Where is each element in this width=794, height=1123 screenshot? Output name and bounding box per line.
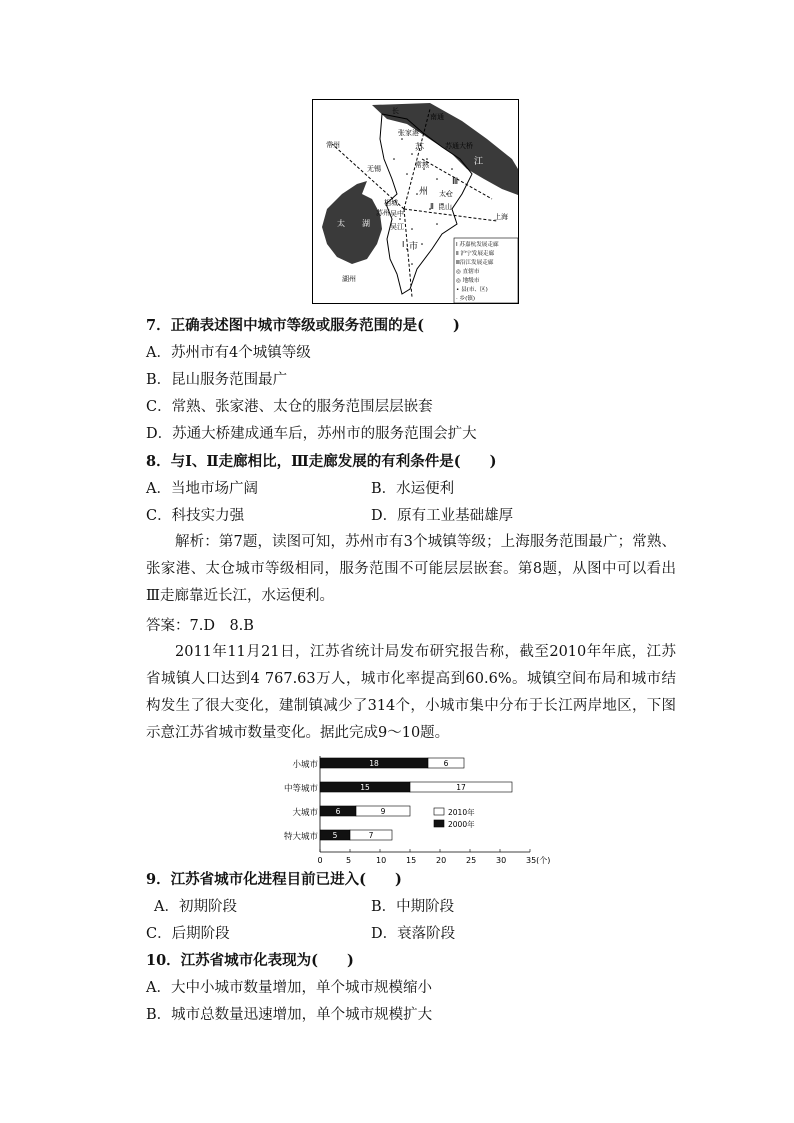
q10-option-b[interactable]: B．城市总数量迅速增加，单个城市规模扩大 <box>146 1007 433 1023</box>
q8-option-a[interactable]: A．当地市场广阔 <box>146 481 258 497</box>
map-label-hu: 湖 <box>362 219 370 228</box>
q8-option-b[interactable]: B．水运便利 <box>371 481 455 497</box>
map-label-taicang: 太仓 <box>439 190 453 198</box>
q7-option-d[interactable]: D．苏通大桥建成通车后，苏州市的服务范围会扩大 <box>146 426 477 442</box>
map-label-roman-2: Ⅱ <box>430 202 434 211</box>
city-count-chart <box>270 752 560 864</box>
map-label-changshu: 常熟 <box>415 161 429 169</box>
map-label-sutong-bridge: 苏通大桥 <box>445 142 473 150</box>
map-label-nantong: 南通 <box>430 113 444 121</box>
data-label: 15 <box>360 783 370 792</box>
q7-option-a[interactable]: A．苏州市有4个城镇等级 <box>146 345 311 361</box>
map-label-wujiang: 吴江 <box>390 223 404 231</box>
data-label: 5 <box>332 831 338 840</box>
map-label-jiang: 江 <box>474 157 484 167</box>
data-label: 6 <box>335 807 341 816</box>
x-tick-label: 35(个) <box>526 856 551 864</box>
x-tick-label: 0 <box>317 856 323 864</box>
map-legend-6: • 县(市、区) <box>456 287 488 293</box>
data-label: 18 <box>369 759 379 768</box>
category-label: 中等城市 <box>283 784 318 794</box>
q9-option-c[interactable]: C．后期阶段 <box>146 926 230 942</box>
map-legend-2: Ⅱ 沪宁发展走廊 <box>456 251 495 257</box>
map-label-wuxi: 无锡 <box>367 165 381 173</box>
q9-stem: 9．江苏省城市化进程目前已进入( ) <box>146 871 402 888</box>
x-tick-label: 30 <box>496 856 507 864</box>
q8-option-d[interactable]: D．原有工业基础雄厚 <box>371 508 514 524</box>
map-label-roman-1: Ⅰ <box>402 240 405 249</box>
x-tick-label: 10 <box>376 856 387 864</box>
q10-option-a[interactable]: A．大中小城市数量增加，单个城市规模缩小 <box>146 980 432 996</box>
map-legend-3: Ⅲ沿江发展走廊 <box>456 260 494 266</box>
q10-stem: 10．江苏省城市化表现为( ) <box>146 952 354 969</box>
map-label-huzhou: 湖州 <box>342 275 356 283</box>
map-label-zhangjiagang: 张家港 <box>398 129 419 137</box>
map-label-kunshan: 昆山 <box>438 203 452 211</box>
data-label: 9 <box>380 807 386 816</box>
q7-option-b[interactable]: B．昆山服务范围最广 <box>146 372 288 388</box>
map-label-chang: 长 <box>392 107 399 115</box>
map-label-tai: 太 <box>337 219 345 228</box>
legend-swatch <box>434 820 444 827</box>
map-label-xiangcheng: 相城 <box>384 199 398 207</box>
map-label-changzhou: 常州 <box>326 141 340 149</box>
answer-line: 答案：7.D 8.B <box>146 618 254 634</box>
map-label-zhou: 州 <box>419 187 429 197</box>
map-label-shi: 市 <box>409 242 419 252</box>
legend-label: 2010年 <box>448 808 475 817</box>
q7-stem: 7．正确表述图中城市等级或服务范围的是( ) <box>146 317 460 334</box>
legend-swatch <box>434 808 444 815</box>
category-label: 大城市 <box>292 808 318 818</box>
q8-option-c[interactable]: C．科技实力强 <box>146 508 245 524</box>
map-label-roman-3: Ⅲ <box>452 177 459 187</box>
x-tick-label: 25 <box>466 856 477 864</box>
q8-stem: 8．与Ⅰ、Ⅱ走廊相比，Ⅲ走廊发展的有利条件是( ) <box>146 453 497 470</box>
map-legend-7: · 乡(镇) <box>456 296 476 302</box>
map-label-shanghai: 上海 <box>494 213 508 221</box>
analysis-paragraph: 解析：第7题，读图可知，苏州市有3个城镇等级；上海服务范围最广；常熟、张家港、太仓城市等级相同，服务范围不可能层层嵌套。第8题，从图中可以看出Ⅲ走廊靠近长江，水运便利。 <box>146 534 676 604</box>
data-label: 17 <box>456 783 466 792</box>
map-label-su: 苏 <box>415 143 425 153</box>
map-legend-1: Ⅰ 苏嘉杭发展走廊 <box>456 242 499 248</box>
data-label: 6 <box>443 759 449 768</box>
q9-option-a[interactable]: A．初期阶段 <box>154 899 237 915</box>
legend-label: 2000年 <box>448 820 475 829</box>
suzhou-map <box>312 99 519 304</box>
q9-option-d[interactable]: D．衰落阶段 <box>371 926 456 942</box>
x-tick-label: 20 <box>436 856 447 864</box>
x-tick-label: 5 <box>346 856 352 864</box>
data-label: 7 <box>368 831 374 840</box>
map-label-wuzhong: 吴中 <box>390 210 404 218</box>
q9-option-b[interactable]: B．中期阶段 <box>371 899 455 915</box>
category-label: 特大城市 <box>283 832 318 842</box>
map-label-suzhou: 苏州 <box>376 209 390 217</box>
x-tick-label: 15 <box>406 856 417 864</box>
map-legend-4: ◎ 直辖市 <box>456 269 480 275</box>
q7-option-c[interactable]: C．常熟、张家港、太仓的服务范围层层嵌套 <box>146 399 433 415</box>
category-label: 小城市 <box>292 760 318 770</box>
map-legend-5: ◎ 地级市 <box>456 278 480 284</box>
intro-paragraph: 2011年11月21日，江苏省统计局发布研究报告称，截至2010年年底，江苏省城镇人口达到4 767.63万人，城市化率提高到60.6%。城镇空间布局和城市结构发生了很大变化，建制镇减少了314个，小城市集中分布于长江两岸地区，下图示意江苏省城市数量变化。据此完成9～10题。 <box>146 644 676 741</box>
